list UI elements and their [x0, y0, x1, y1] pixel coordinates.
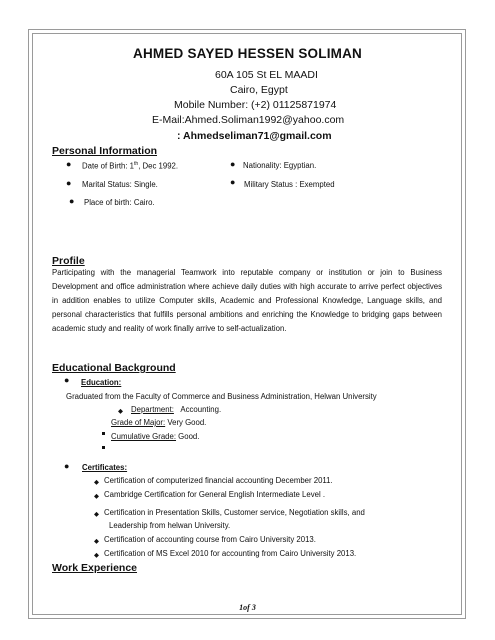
bullet-icon: ● [69, 196, 75, 206]
diamond-bullet-icon: ◆ [94, 538, 99, 545]
square-bullet-icon [102, 436, 105, 454]
certificate-item: Certification of MS Excel 2010 for accounting from Cairo University 2013. [104, 549, 357, 558]
page-number: 1of 3 [239, 603, 256, 612]
grade-of-major: Grade of Major: Very Good. [111, 418, 207, 427]
candidate-name: AHMED SAYED HESSEN SOLIMAN [133, 46, 362, 61]
military-status: Military Status : Exempted [244, 180, 335, 189]
personal-info-heading: Personal Information [52, 145, 158, 157]
diamond-bullet-icon: ◆ [94, 479, 99, 486]
certificate-item: Certification in Presentation Skills, Customer service, Negotiation skills, and [104, 508, 365, 517]
certificate-item: Cambridge Certification for General English Intermediate Level . [104, 490, 326, 499]
certificate-item: Certification of computerized financial accounting December 2011. [104, 476, 333, 485]
certificate-item: Certification of accounting course from Cairo University 2013. [104, 535, 316, 544]
diamond-bullet-icon: ◆ [94, 493, 99, 500]
bullet-icon: ● [66, 178, 72, 188]
cumulative-grade: Cumulative Grade: Good. [111, 432, 200, 441]
profile-text: Participating with the managerial Teamwork into reputable company or institution or join to Business Development and office administration where achieve daily duties with high accurate to arrive perfect objectives in addition enables to utilize Computer skills, Academic and Professional Knowledge, Language skills, and personal characteristics that fulfills personal ambitions and enriching the Knowledge to bridging gaps between academic study and reality of work finally arrive to self-actualization. [52, 268, 442, 333]
department: Department: Accounting. [131, 405, 222, 414]
address-line-2: Cairo, Egypt [230, 84, 288, 96]
bullet-icon: ● [64, 375, 70, 385]
education-heading: Educational Background [52, 362, 176, 374]
graduation-info: Graduated from the Faculty of Commerce and Business Administration, Helwan University [66, 392, 377, 401]
bullet-icon: ● [64, 461, 70, 471]
marital-status: Marital Status: Single. [82, 180, 158, 189]
certificates-heading: Certificates: [82, 463, 128, 472]
diamond-bullet-icon: ◆ [118, 408, 123, 415]
email-primary: E-Mail:Ahmed.Soliman1992@yahoo.com [152, 114, 345, 126]
bullet-icon: ● [66, 159, 72, 169]
date-of-birth: Date of Birth: 1th, Dec 1992. [82, 161, 179, 171]
certificate-item-continued: Leadership from helwan University. [109, 521, 231, 530]
work-experience-heading: Work Experience [52, 562, 138, 574]
education-subheading: Education: [81, 378, 122, 387]
profile-heading: Profile [52, 255, 85, 267]
nationality: Nationality: Egyptian. [243, 161, 317, 170]
place-of-birth: Place of birth: Cairo. [84, 198, 155, 207]
bullet-icon: ● [230, 177, 236, 187]
email-secondary: : Ahmedseliman71@gmail.com [177, 130, 332, 142]
bullet-icon: ● [230, 159, 236, 169]
diamond-bullet-icon: ◆ [94, 552, 99, 559]
address-line-1: 60A 105 St EL MAADI [215, 69, 318, 81]
mobile-number: Mobile Number: (+2) 01125871974 [174, 99, 337, 111]
diamond-bullet-icon: ◆ [94, 511, 99, 518]
